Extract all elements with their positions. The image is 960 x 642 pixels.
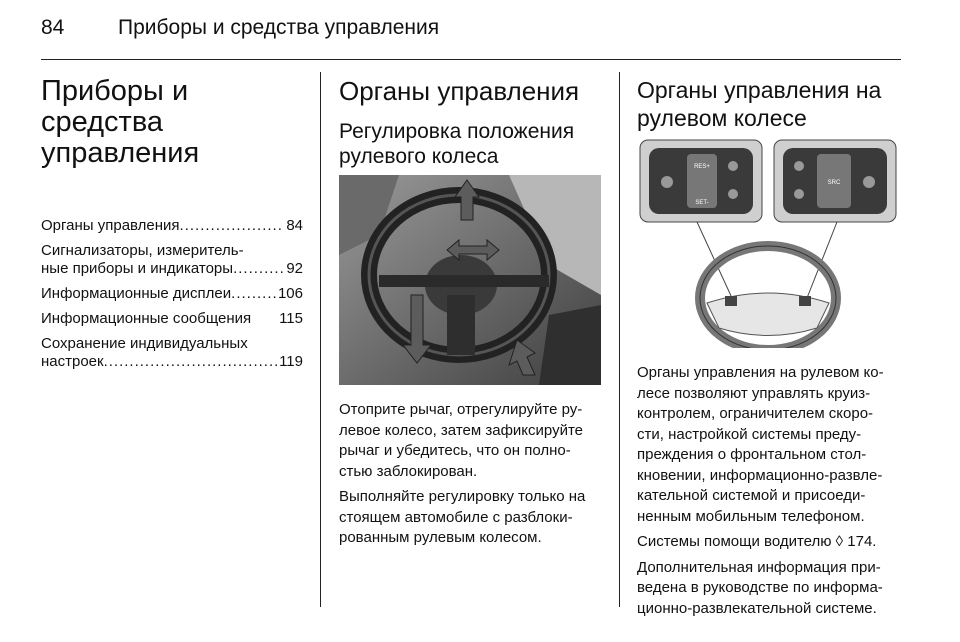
set-label: SET- — [695, 200, 709, 206]
toc-entry[interactable]: Сохранение индивидуальных настроек ..... 119 — [41, 335, 303, 371]
res-label: RES+ — [694, 164, 710, 170]
toc-entry[interactable]: Информационные дисплеи ..... 106 — [41, 285, 303, 303]
toc-entry[interactable]: Информационные сообщения 115 — [41, 310, 303, 327]
controls-column — [339, 76, 601, 169]
paragraph: Дополнительная информация при- ведена в руководстве по информа- ционно-развлекательной системе. — [637, 558, 883, 617]
src-label: SRC — [827, 180, 841, 186]
column-divider-1 — [320, 72, 321, 607]
section-heading: Органы управления на рулевом колесе — [637, 77, 882, 131]
wheel-controls-text — [637, 363, 907, 624]
steering-wheel-controls-illustration — [637, 138, 899, 348]
adjustment-text — [339, 400, 605, 554]
running-title: Приборы и средства управления — [118, 16, 440, 39]
column-divider-2 — [619, 72, 620, 607]
chapter-title: Приборы и средства управления — [41, 75, 200, 169]
header-rule — [41, 59, 901, 60]
driver-assist-reference[interactable]: Системы помощи водителю ◊ 174. — [637, 533, 877, 550]
toc-entry[interactable]: Органы управления ..... 84 — [41, 217, 303, 235]
toc-entry[interactable]: Сигнализаторы, измеритель- ные приборы и индикаторы ..... 92 — [41, 242, 303, 278]
page-number: 84 — [41, 16, 65, 39]
paragraph: Отоприте рычаг, отрегулируйте ру- левое колесо, затем зафиксируйте рычаг и убедитесь, что он полно- стью заблокирован. — [339, 401, 583, 480]
section-heading: Органы управления — [339, 76, 580, 106]
steering-adjustment-photo — [339, 175, 601, 385]
wheel-controls-column — [637, 76, 903, 132]
chapter-contents-column — [41, 76, 303, 378]
paragraph: Выполняйте регулировку только на стоящем автомобиле с разблоки- рованным рулевым колесом. — [339, 488, 586, 546]
subsection-heading: Регулировка положения рулевого колеса — [339, 120, 575, 168]
paragraph: Органы управления на рулевом ко- лесе позволяют управлять круиз- контролем, ограничителем скоро- сти, настройкой системы преду- преждения о фронтальном стол- кновении, информационно-развле- кательной системой и присоеди- ненным мобильным телефоном. — [637, 364, 884, 525]
